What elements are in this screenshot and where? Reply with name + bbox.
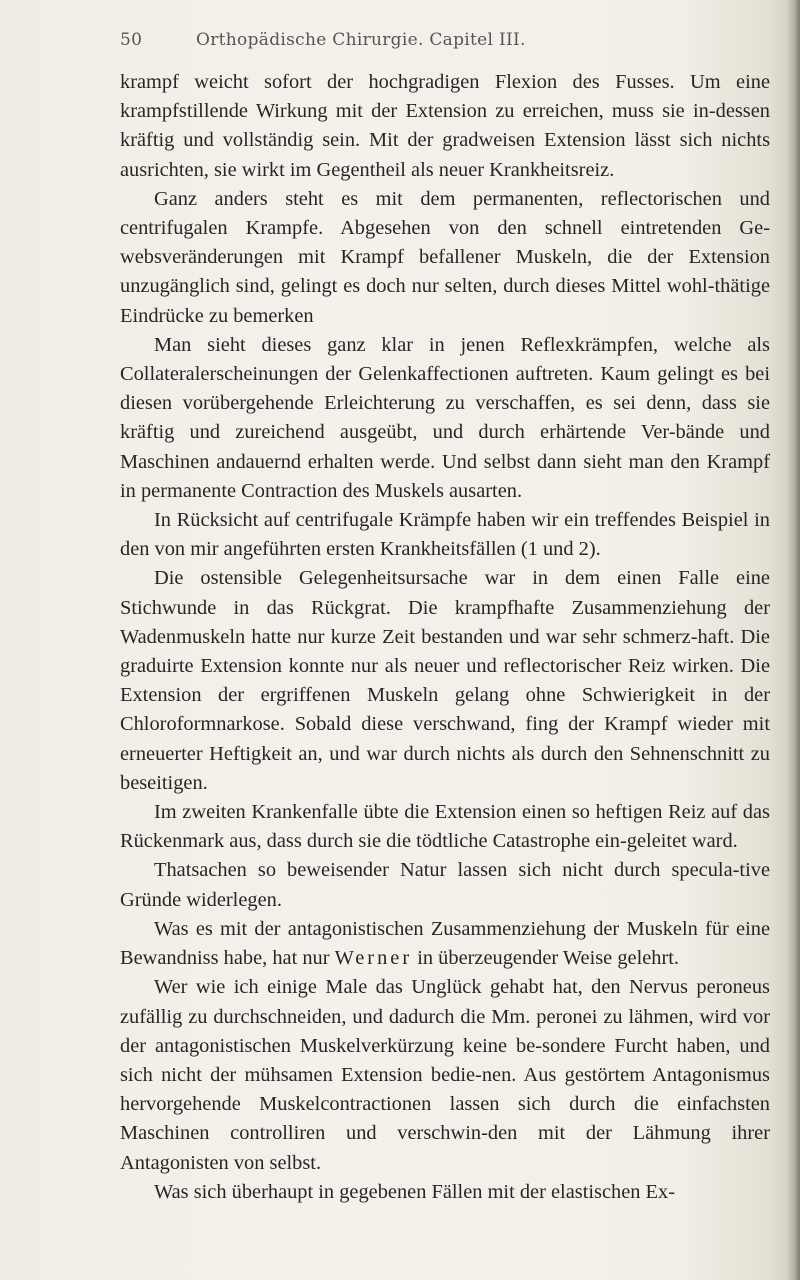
paragraph-5: Die ostensible Gelegenheitsursache war in dem einen Falle eine Stichwunde in das Rückgrat. Die krampfhafte Zusammenziehung der Wadenmuskeln hatte nur kurze Zeit bestanden und war sehr schmerz-haft. Die graduirte Extension konnte nur als neuer und reflectorischer Reiz wirken. Die Extension der ergriffenen Muskeln gelang ohne Schwierigkeit in der Chloroformnarkose. Sobald diese verschwand, fing der Krampf wieder mit erneuerter Heftigkeit an, und war durch nichts als durch den Sehnenschnitt zu beseitigen. xyxy=(120,567,770,794)
paragraph-10: Was sich überhaupt in gegebenen Fällen mit der elastischen Ex- xyxy=(154,1180,675,1203)
paragraph-7: Thatsachen so beweisender Natur lassen sich nicht durch specula-tive Gründe widerlegen. xyxy=(120,859,770,911)
paragraph-6: Im zweiten Krankenfalle übte die Extension einen so heftigen Reiz auf das Rückenmark aus, dass durch sie die tödtliche Catastrophe ein-geleitet ward. xyxy=(120,801,770,853)
body-text xyxy=(120,68,770,1207)
paragraph-8-text-after: in überzeugender Weise gelehrt. xyxy=(412,947,680,970)
paragraph-1: krampf weicht sofort der hochgradigen Flexion des Fusses. Um eine krampfstillende Wirkung mit der Extension zu erreichen, muss sie in-dessen kräftig und vollständig sein. Mit der gradweisen Extension lässt sich nichts ausrichten, sie wirkt im Gegentheil als neuer Krankheitsreiz. xyxy=(120,71,770,181)
paragraph-4: In Rücksicht auf centrifugale Krämpfe haben wir ein treffendes Beispiel in den von mir angeführten ersten Krankheitsfällen (1 und 2). xyxy=(120,509,770,561)
paragraph-2: Ganz anders steht es mit dem permanenten, reflectorischen und centrifugalen Krampfe. Abgesehen von den schnell eintretenden Ge-websveränderungen mit Krampf befallener Muskeln, die der Extension unzugänglich sind, gelingt es doch nur selten, durch dieses Mittel wohl-thätige Eindrücke zu bemerken xyxy=(120,187,770,327)
page-edge-shadow xyxy=(786,0,800,1280)
page-header xyxy=(120,30,760,60)
paragraph-8-text-before: Was es mit der antagonistischen Zusammenziehung der Muskeln für eine Bewandniss habe, hat nur xyxy=(120,917,770,970)
author-name-werner: Werner xyxy=(334,947,413,970)
paragraph-9: Wer wie ich einige Male das Unglück gehabt hat, den Nervus peroneus zufällig zu durchschneiden, und dadurch die Mm. peronei zu lähmen, wird vor der antagonistischen Muskelverkürzung keine be-sondere Furcht haben, und sich nicht der mühsamen Extension bedie-nen. Aus gestörtem Antagonismus hervorgehende Muskelcontractionen lassen sich durch die einfachsten Maschinen controlliren und verschwin-den mit der Lähmung ihrer Antagonisten von selbst. xyxy=(120,976,770,1174)
running-head: Orthopädische Chirurgie. Capitel III. xyxy=(196,30,526,50)
paragraph-3: Man sieht dieses ganz klar in jenen Reflexkrämpfen, welche als Collateralerscheinungen der Gelenkaffectionen auftreten. Kaum gelingt es bei diesen vorübergehende Erleichterung zu verschaffen, es sei denn, dass sie kräftig und zureichend ausgeübt, und durch erhärtende Ver-bände und Maschinen andauernd erhalten werde. Und selbst dann sieht man den Krampf in permanente Contraction des Muskels ausarten. xyxy=(120,333,770,502)
paragraph-8 xyxy=(120,915,770,973)
page-number: 50 xyxy=(120,30,143,50)
